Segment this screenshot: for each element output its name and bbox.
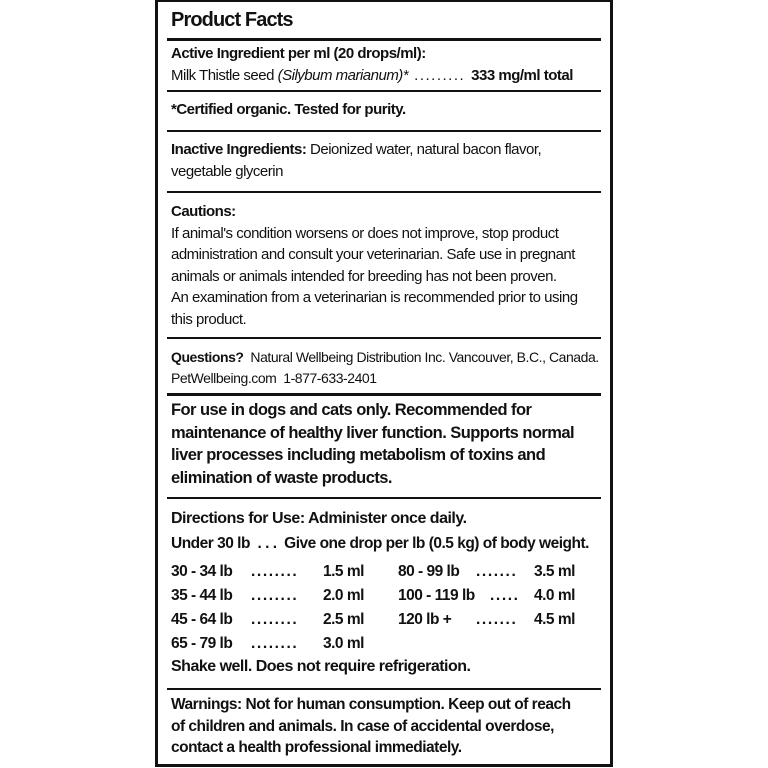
dose-row: 65 - 79 lb ........ 3.0 ml	[171, 635, 364, 652]
cautions-line: this product.	[171, 310, 247, 328]
ingredient-latin: (Silybum marianum)*	[277, 67, 409, 84]
dose-row: 30 - 34 lb ........ 1.5 ml	[171, 563, 364, 580]
cautions-section	[158, 201, 610, 330]
divider	[167, 90, 601, 92]
divider	[167, 191, 601, 193]
directions-section	[158, 508, 610, 555]
certified-section	[158, 99, 610, 121]
cautions-line: An examination from a veterinarian is recommended prior to using	[171, 289, 578, 306]
use-section	[158, 399, 610, 489]
dose-row: 45 - 64 lb ........ 2.5 ml	[171, 611, 364, 628]
divider	[167, 130, 601, 132]
dose-column-right	[398, 560, 575, 632]
use-line: liver processes including metabolism of toxins and	[171, 446, 546, 464]
inactive-text-2: vegetable glycerin	[171, 163, 283, 180]
use-line: maintenance of healthy liver function. Supports normal	[171, 423, 575, 442]
divider	[167, 337, 601, 339]
divider	[167, 497, 601, 499]
shake-section	[158, 656, 610, 678]
divider	[167, 38, 601, 41]
leader-dots: .........	[414, 67, 466, 84]
dose-row: 80 - 99 lb ....... 3.5 ml	[398, 563, 575, 580]
warnings-label: Warnings:	[171, 696, 242, 713]
active-ingredient-section	[158, 43, 610, 87]
inactive-label: Inactive Ingredients:	[171, 141, 307, 158]
page-title: Product Facts	[171, 9, 293, 31]
ingredient-name: Milk Thistle seed	[171, 67, 274, 84]
cautions-line: If animal's condition worsens or does not improve, stop product	[171, 224, 559, 242]
warnings-line: Not for human consumption. Keep out of reach	[245, 696, 571, 713]
warnings-line: of children and animals. In case of accidental overdose,	[171, 717, 554, 735]
warnings-line: contact a health professional immediately.	[171, 739, 462, 756]
use-line: elimination of waste products.	[171, 468, 392, 487]
dose-row: 120 lb + ....... 4.5 ml	[398, 611, 575, 628]
questions-text: Natural Wellbeing Distribution Inc. Vancouver, B.C., Canada.	[250, 349, 599, 365]
directions-under-30: Under 30 lb . . . Give one drop per lb (0.5 kg) of body weight.	[171, 535, 589, 552]
active-heading: Active Ingredient per ml (20 drops/ml):	[171, 45, 426, 62]
product-facts-label	[155, 0, 613, 767]
questions-label: Questions?	[171, 349, 244, 365]
inactive-text: Deionized water, natural bacon flavor,	[310, 141, 542, 158]
divider	[167, 688, 601, 690]
cautions-line: administration and consult your veterinarian. Safe use in pregnant	[171, 246, 575, 263]
cautions-line: animals or animals intended for breeding has not been proven.	[171, 267, 557, 285]
dose-row: 100 - 119 lb ..... 4.0 ml	[398, 587, 575, 604]
questions-contact: PetWellbeing.com 1-877-633-2401	[171, 370, 377, 386]
active-ingredient-row	[171, 65, 604, 87]
dose-row: 35 - 44 lb ........ 2.0 ml	[171, 587, 364, 604]
cautions-label: Cautions:	[171, 203, 236, 220]
directions-heading: Directions for Use: Administer once daily.	[171, 510, 467, 527]
inactive-section	[158, 139, 610, 183]
shake-note: Shake well. Does not require refrigeration.	[171, 658, 471, 675]
questions-section	[158, 347, 610, 389]
warnings-section	[158, 694, 610, 759]
title-section	[158, 8, 610, 32]
divider	[167, 393, 601, 396]
certified-note: *Certified organic. Tested for purity.	[171, 101, 406, 118]
dose-column-left	[171, 560, 364, 656]
use-line: For use in dogs and cats only. Recommended for	[171, 401, 532, 419]
ingredient-amount: 333 mg/ml total	[471, 67, 573, 84]
